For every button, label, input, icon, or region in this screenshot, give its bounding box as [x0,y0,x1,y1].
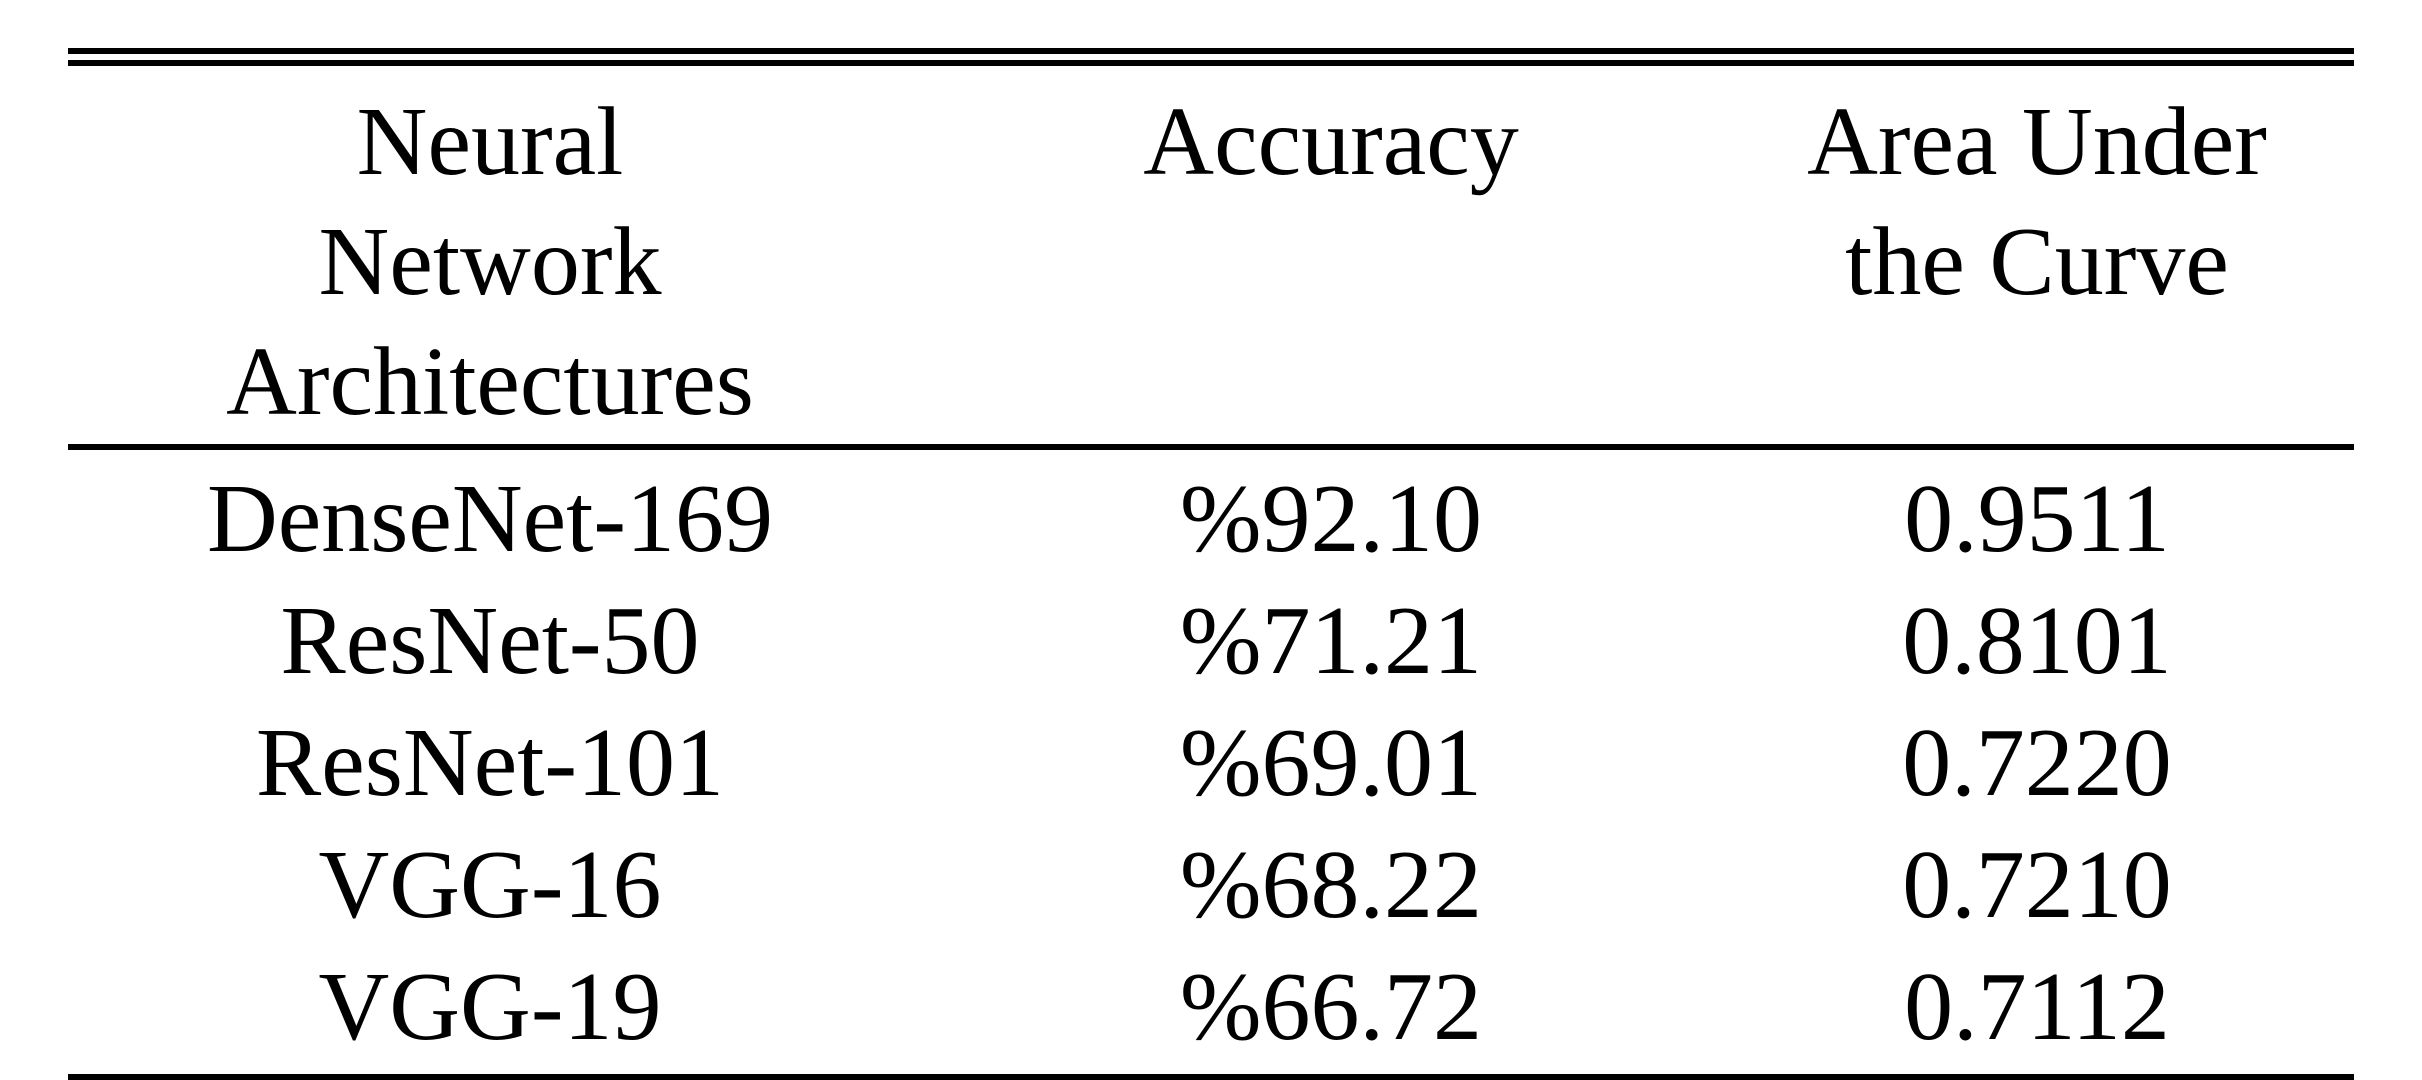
header-auc [1680,66,2354,444]
table-row [68,946,2354,1074]
table-row [68,580,2354,702]
bottom-rule [68,1074,2354,1080]
cell-architecture: VGG-16 [318,831,662,939]
top-double-rule [68,48,2354,66]
header-architecture-line: Network [318,208,662,316]
results-table [68,66,2354,1074]
cell-auc: 0.8101 [1902,587,2172,695]
cell-auc: 0.9511 [1904,465,2170,573]
table-body [68,450,2354,1074]
table-row [68,824,2354,946]
cell-accuracy: %92.10 [1179,465,1483,573]
header-row [68,66,2354,444]
header-architecture-line: Architectures [226,328,754,436]
table-header [68,66,2354,450]
header-auc-line: the Curve [1845,208,2229,316]
cell-accuracy: %68.22 [1179,831,1483,939]
cell-architecture: DenseNet-169 [206,465,774,573]
results-table-container [68,48,2354,1080]
cell-accuracy: %69.01 [1179,709,1483,817]
header-architecture [68,66,982,444]
header-accuracy-line: Accuracy [1143,88,1519,196]
header-auc-line: Area Under [1807,88,2267,196]
cell-auc: 0.7220 [1902,709,2172,817]
cell-architecture: VGG-19 [318,953,662,1061]
cell-auc: 0.7112 [1904,953,2170,1061]
cell-auc: 0.7210 [1902,831,2172,939]
table-row [68,450,2354,580]
cell-architecture: ResNet-101 [255,709,725,817]
cell-architecture: ResNet-50 [280,587,700,695]
cell-accuracy: %66.72 [1179,953,1483,1061]
cell-accuracy: %71.21 [1179,587,1483,695]
header-accuracy [982,66,1680,444]
table-row [68,702,2354,824]
header-architecture-line: Neural [356,88,624,196]
